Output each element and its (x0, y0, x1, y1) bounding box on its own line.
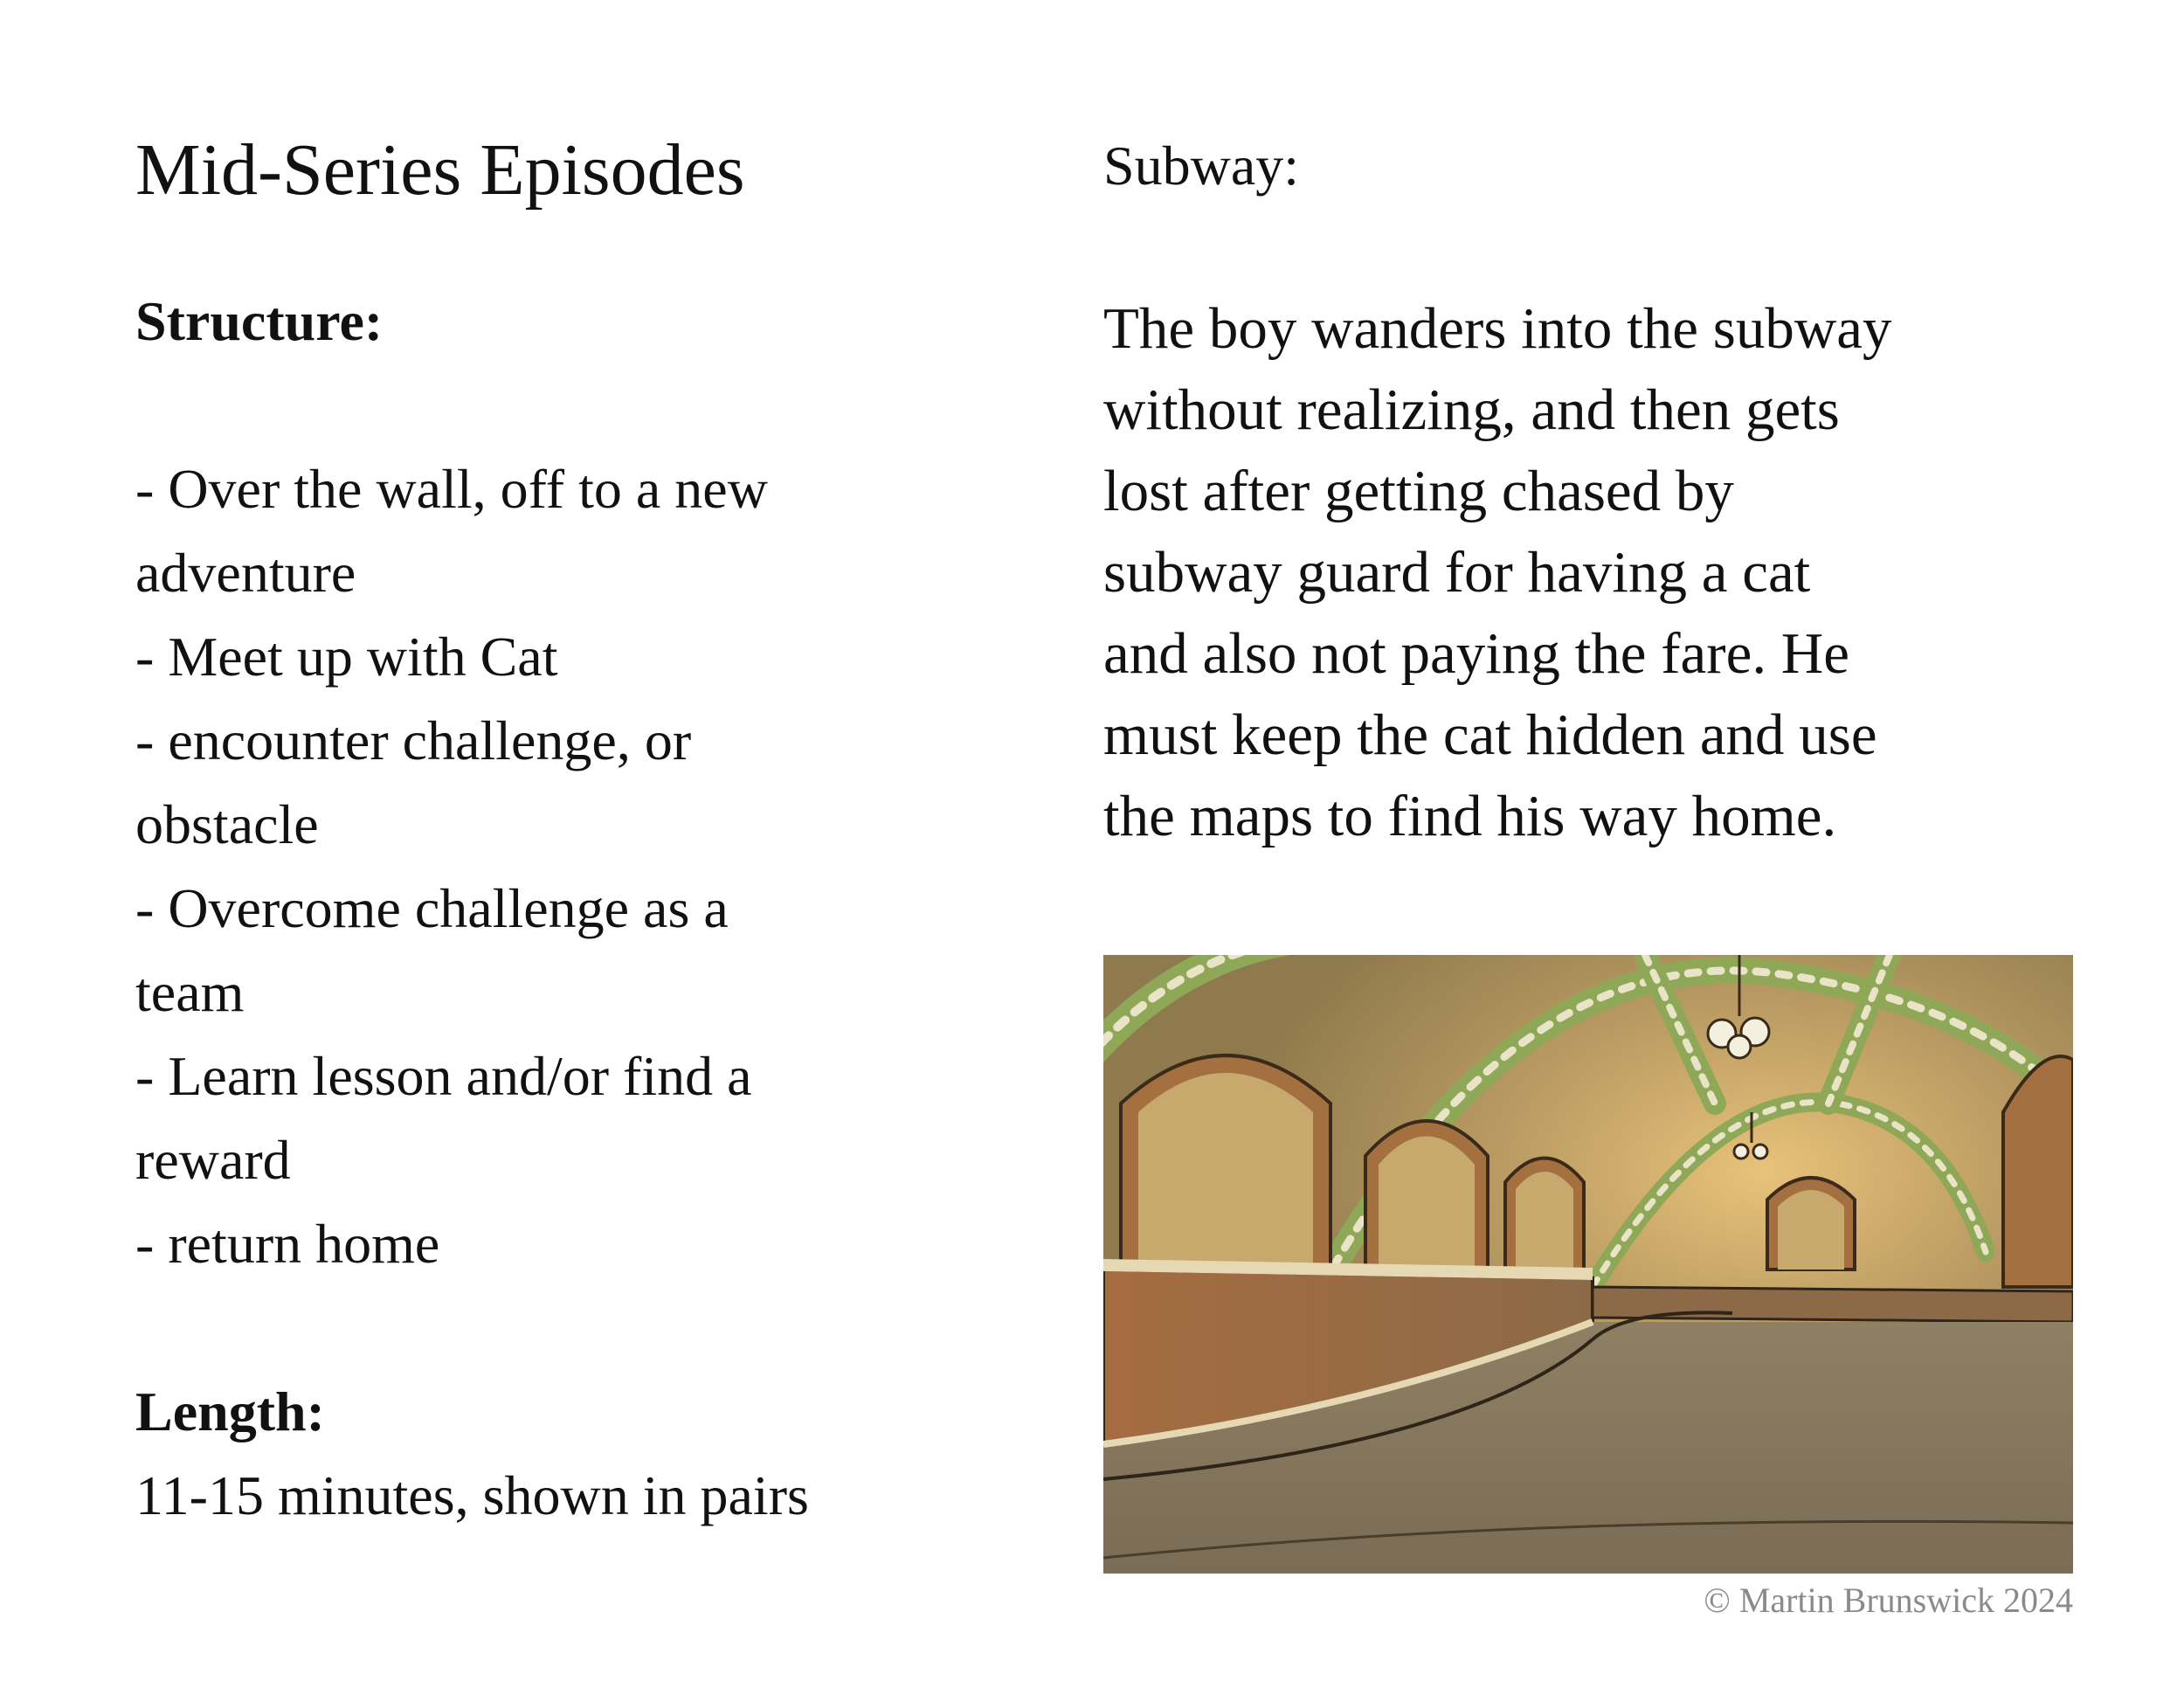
list-item: reward (135, 1129, 291, 1191)
list-item: - Learn lesson and/or find a (135, 1045, 752, 1107)
description-line: must keep the cat hidden and use (1103, 702, 1877, 767)
structure-list (135, 447, 1009, 1286)
list-item: - Meet up with Cat (135, 626, 558, 688)
description-line: without realizing, and then gets (1103, 377, 1840, 442)
right-column (1103, 127, 2077, 857)
left-column (135, 122, 1009, 1538)
length-heading: Length: (135, 1380, 325, 1442)
subway-illustration (1103, 955, 2073, 1574)
list-item: - encounter challenge, or (135, 709, 692, 771)
description-line: subway guard for having a cat (1103, 540, 1811, 605)
description-line: lost after getting chased by (1103, 459, 1734, 523)
description-line: the maps to find his way home. (1103, 784, 1837, 848)
subway-label: Subway: (1103, 135, 1299, 197)
list-item: - Over the wall, off to a new (135, 458, 768, 520)
list-item: adventure (135, 542, 356, 604)
description-line: and also not paying the fare. He (1103, 621, 1849, 686)
page-title: Mid-Series Episodes (135, 129, 745, 211)
list-item: team (135, 961, 245, 1023)
structure-heading: Structure: (135, 290, 384, 352)
subway-description (1103, 288, 2077, 857)
list-item: - return home (135, 1213, 440, 1275)
length-value: 11-15 minutes, shown in pairs (135, 1464, 809, 1526)
copyright-credit: © Martin Brunswick 2024 (1704, 1581, 2073, 1620)
list-item: - Overcome challenge as a (135, 877, 729, 939)
description-line: The boy wanders into the subway (1103, 296, 1892, 361)
list-item: obstacle (135, 793, 319, 855)
